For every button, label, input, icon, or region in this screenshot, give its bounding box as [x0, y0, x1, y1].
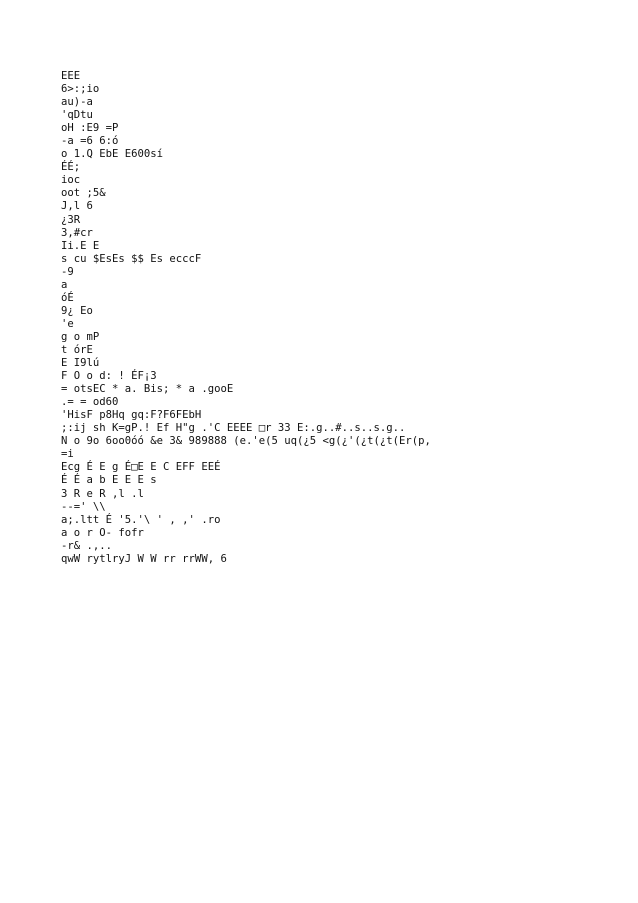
text-line: ¿3R	[61, 213, 81, 226]
text-line: --=' \\	[61, 500, 106, 513]
text-line: a;.ltt É '5.'\ ' , ,' .ro	[61, 513, 221, 526]
text-line: s cu $EsEs $$ Es ecccF	[61, 252, 202, 265]
text-line: EEE	[61, 70, 81, 82]
text-line: au)-a	[61, 96, 93, 109]
text-line: J,l 6	[61, 200, 93, 213]
text-line: 3,#cr	[61, 226, 93, 239]
text-line: F O o d: ! ÉF¡3	[61, 370, 157, 383]
text-line: qwW rytlryJ W W rr rrWW, 6	[61, 552, 227, 565]
text-line: óÉ	[61, 291, 74, 304]
text-line: 6>:;io	[61, 83, 100, 96]
text-line: 'e	[61, 317, 74, 330]
text-line: Ecg É E g É□E E C EFF EEÉ	[61, 461, 221, 474]
text-line: N o 9o 6oo0óó &e 3& 989888 (e.'e(5 uq(¿5 <g(¿'(¿t(¿t(Er(p,	[61, 435, 431, 448]
text-line: oot ;5&	[61, 187, 106, 200]
text-line: oH :E9 =P	[61, 122, 119, 135]
text-line: ;:ij sh K=gP.! Ef H"g .'C EEEE □r 33 E:.g..#..s..s.g..	[61, 422, 406, 435]
text-line: ioc	[61, 174, 81, 187]
text-line: ÉÉ;	[61, 161, 81, 174]
text-line: -r& .,..	[61, 539, 113, 552]
text-line: 'qDtu	[61, 109, 93, 122]
text-line: a	[61, 278, 68, 291]
text-line: o 1.Q EbE E600sí	[61, 148, 164, 161]
text-line: É É a b E E E s	[61, 474, 157, 487]
text-line: t órE	[61, 343, 93, 356]
text-line: g o mP	[61, 330, 100, 343]
text-line: -a =6 6:ó	[61, 135, 119, 148]
text-line: = otsEC * a. Bis; * a .gooE	[61, 383, 234, 396]
text-line: 'HisF p8Hq gq:F?F6FEbH	[61, 409, 202, 422]
text-line: -9	[61, 265, 74, 278]
ocr-text-block	[61, 70, 621, 566]
text-line: =i	[61, 448, 74, 461]
text-line: 9¿ Eo	[61, 304, 93, 317]
text-line: Ii.E E	[61, 239, 100, 252]
text-line: .= = od60	[61, 396, 119, 409]
text-line: 3 R e R ,l .l	[61, 487, 144, 500]
text-line: a o r O- fofr	[61, 526, 144, 539]
text-line: E I9lú	[61, 357, 100, 370]
